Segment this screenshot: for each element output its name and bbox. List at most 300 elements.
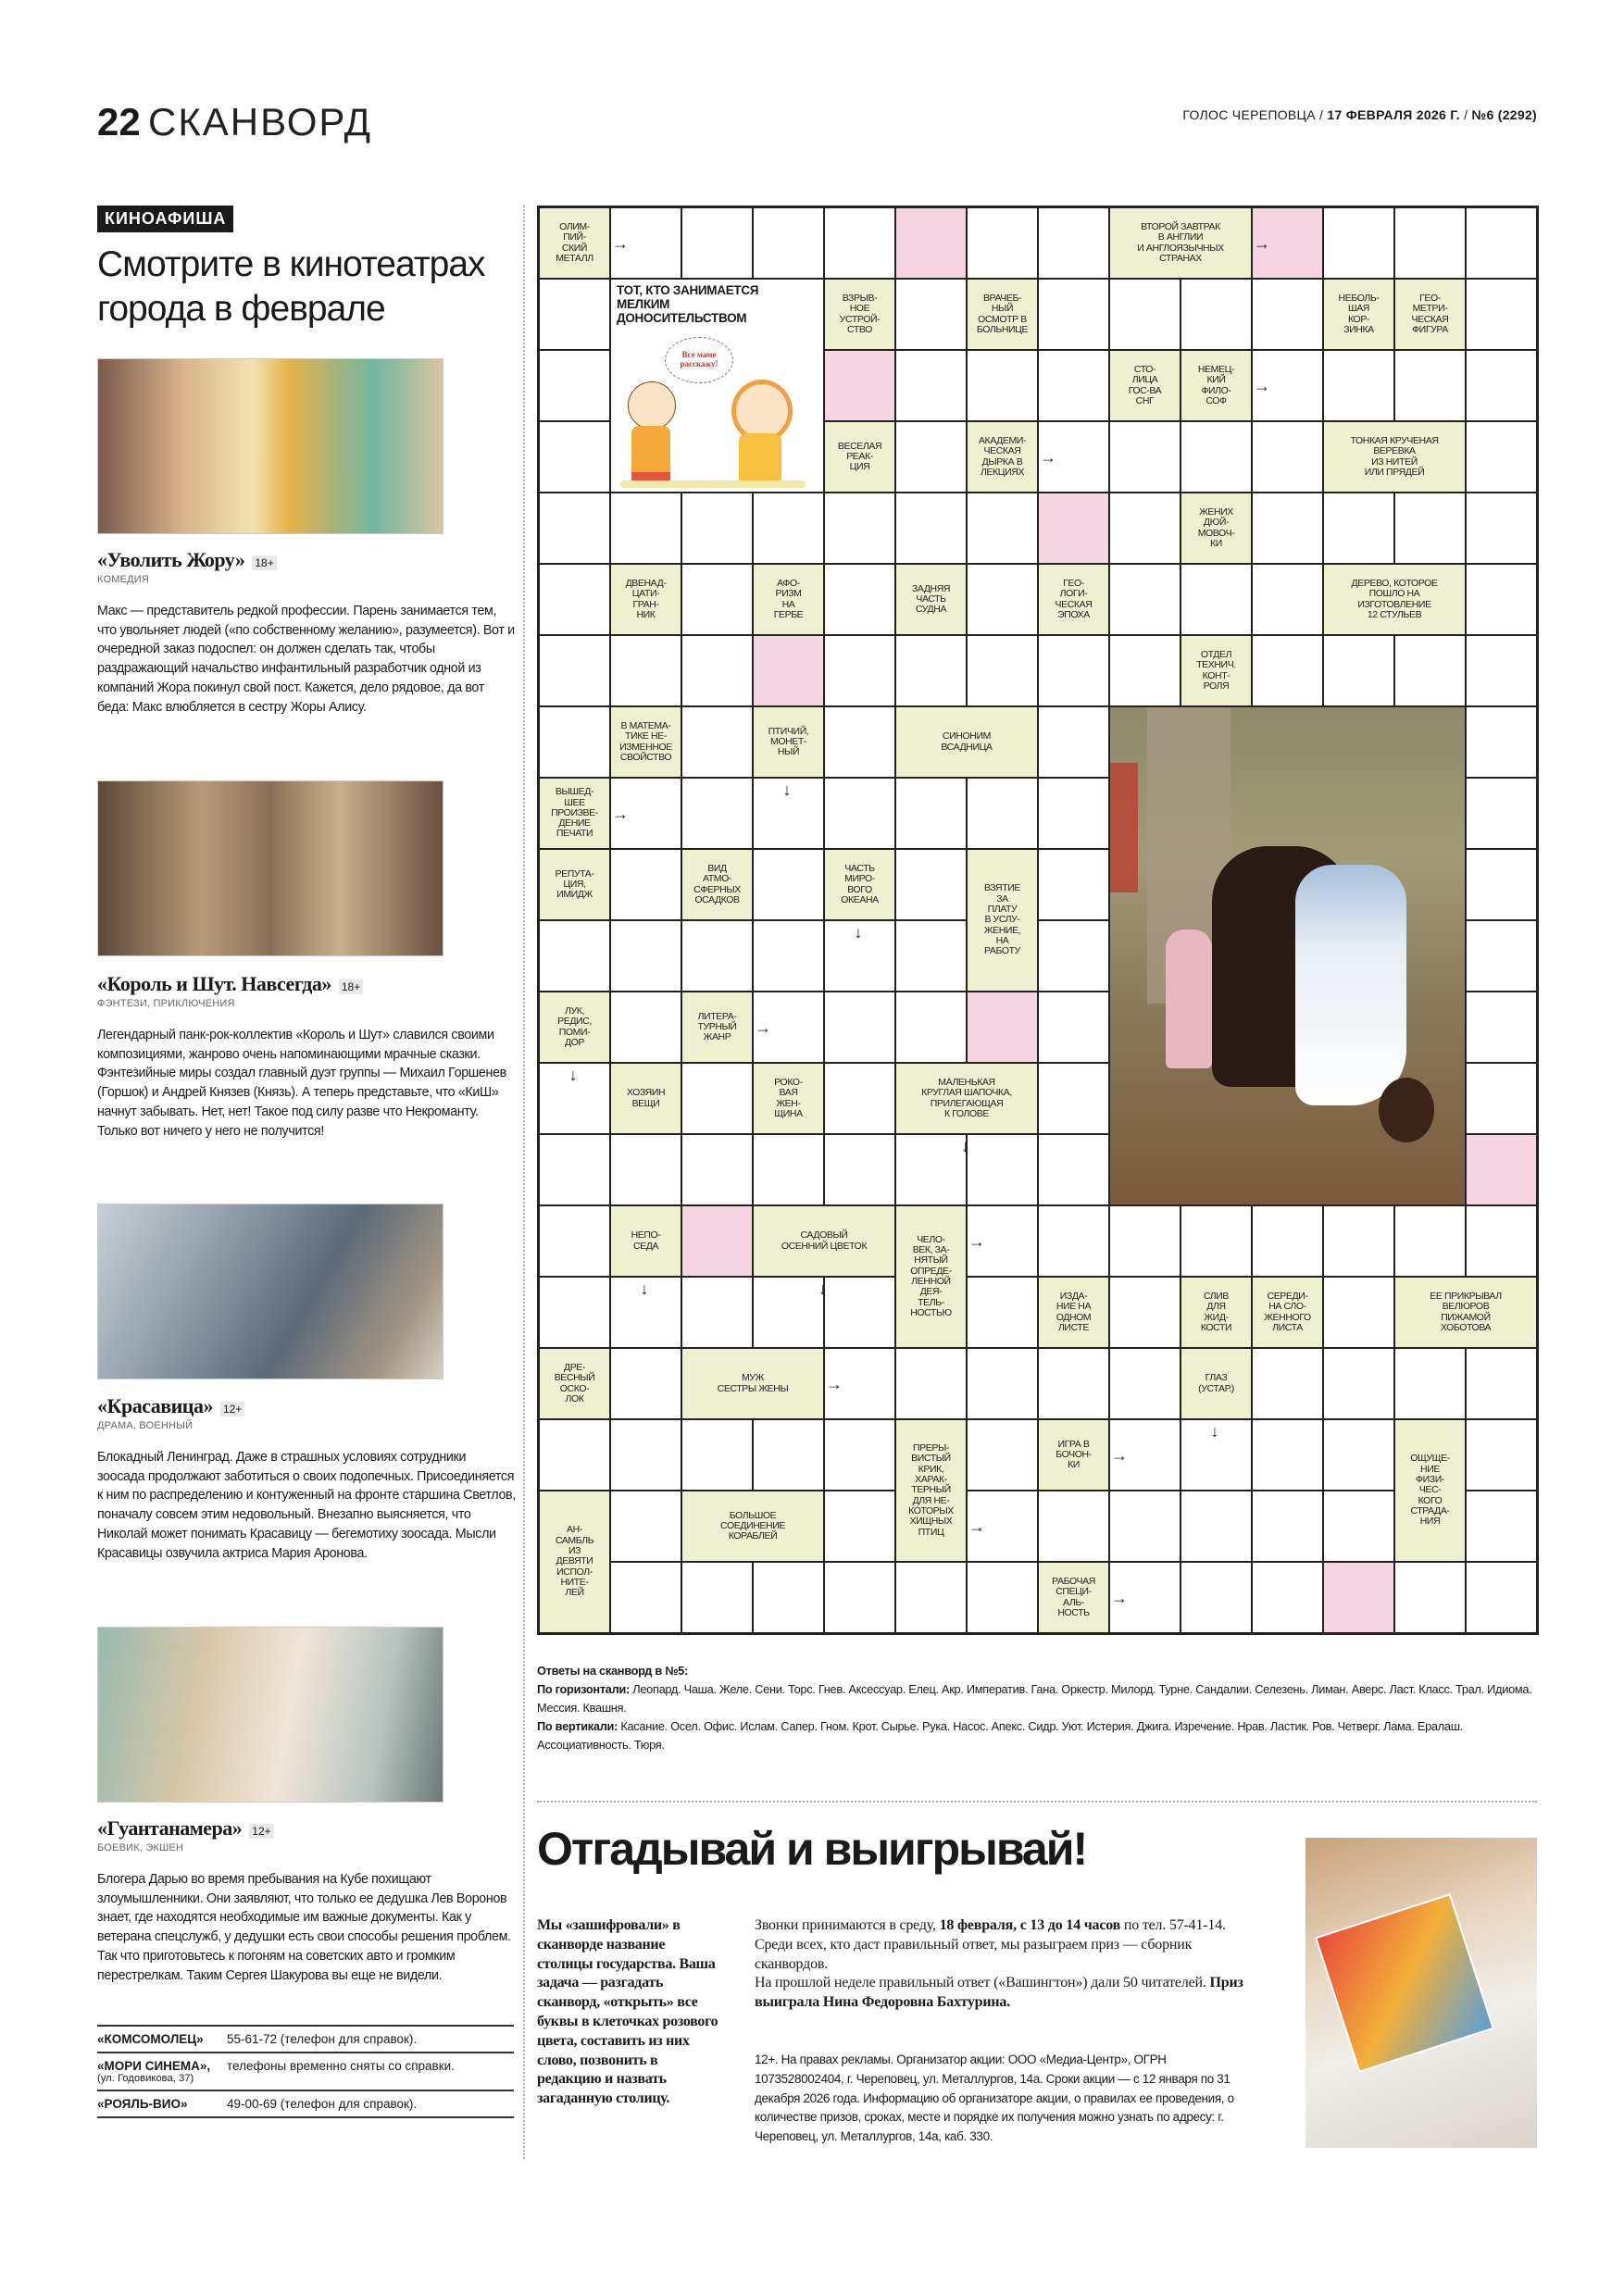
answer-cell [895,1562,967,1633]
arrow-down-icon: ↓ [568,1066,578,1084]
answer-cell [539,493,610,564]
answer-cell [1038,1063,1109,1134]
answer-cell [895,778,967,849]
clue-cell: АФО- РИЗМ НА ГЕРБЕ [753,564,824,635]
answer-cell [753,849,824,920]
painting-curtain [1110,763,1138,892]
answer-cell [610,493,681,564]
answer-cell [824,1419,895,1491]
answer-cell [1466,1562,1537,1633]
secret-letter-cell [824,350,895,421]
answer-cell [681,1134,753,1205]
masthead: ГОЛОС ЧЕРЕПОВЦА / 17 ФЕВРАЛЯ 2026 Г. / №6 (2292) [1182,107,1537,122]
answer-cell [824,207,895,279]
movie-item [97,1394,516,1563]
answer-cell [1323,493,1394,564]
answer-cell [895,992,967,1063]
answer-cell [753,1277,824,1348]
answer-cell [681,920,753,992]
answers-title: Ответы на сканворд в №5: [537,1664,688,1678]
arrow-right-icon: → [1254,376,1270,395]
answer-cell [1109,1491,1181,1562]
answer-cell [824,564,895,635]
answer-cell [681,635,753,706]
answer-cell [824,493,895,564]
movie-description: Легендарный панк-рок-коллектив «Король и Шут» славился своими композициями, жанрово очень напоминающими мрачные сказки. Фэнтезийные миры создал главный дуэт группы — Михаил Горшенев (Горшок) и Андрей Князев (Князь). А теперь представьте, что «КиШ» начнут забывать. Нет, нет! Такое под силу разве что Некроманту. Только вот ничего у него не получится! [97,1028,506,1139]
answer-cell [539,1419,610,1491]
answer-cell [967,1419,1038,1491]
clue-cell: ЛУК, РЕДИС, ПОМИ- ДОР [539,992,610,1063]
answer-cell [967,207,1038,279]
speech-bubble-text: Все маме расскажу! [680,350,718,368]
cinema-name: «РОЯЛЬ-ВИО» [97,2097,188,2111]
answer-cell [539,564,610,635]
calls-date: 18 февраля, с 13 до 14 часов [939,1917,1121,1933]
answer-cell [681,493,753,564]
movie-title: «Уволить Жору» [97,548,245,571]
answer-cell [1466,849,1537,920]
answer-cell [753,1562,824,1633]
clue-cell: ИГРА В БОЧОН- КИ [1038,1419,1109,1491]
answer-cell [1394,493,1466,564]
arrow-down-icon: ↓ [1210,1422,1219,1441]
answer-cell [1466,207,1537,279]
answer-cell [1038,350,1109,421]
secret-letter-cell [895,207,967,279]
painting-girl [1166,930,1212,1068]
answer-cell [1252,635,1323,706]
answer-cell [1038,706,1109,778]
answer-cell [1181,279,1252,350]
cinema-info: 49-00-69 (телефон для справок). [227,2097,418,2111]
grass [620,480,806,488]
clue-cell: РЕПУТА- ЦИЯ, ИМИДЖ [539,849,610,920]
contest-intro: Мы «зашифровали» в сканворде название столицы государства. Ваша задача — разгадать сканворд, «открыть» все буквы в клеточках розового цвета, составить из них слово, позвонить в редакцию и назвать загаданную столицу. [537,1917,718,2107]
answer-cell [1109,421,1181,493]
clue-cell: ЖЕНИХ ДЮЙ- МОВОЧ- КИ [1181,493,1252,564]
answer-cell [895,279,967,350]
clue-cell: СЕРЕДИ- НА СЛО- ЖЕННОГО ЛИСТА [1252,1277,1323,1348]
answer-cell [539,1134,610,1205]
clue-cell: НЕПО- СЕДА [610,1205,681,1277]
cinema-list [97,2025,514,2118]
answer-cell [1109,1348,1181,1419]
cartoon-clue-text: ТОТ, КТО ЗАНИМАЕТСЯ МЕЛКИМ ДОНОСИТЕЛЬСТВОМ [617,283,759,325]
issue-date: 17 ФЕВРАЛЯ 2026 Г. [1327,107,1460,122]
answer-cell [1466,493,1537,564]
answer-cell [1394,1205,1466,1277]
painting-dog [1379,1078,1434,1142]
clue-cell: СИНОНИМ ВСАДНИЦА [895,706,1038,778]
answer-cell [539,706,610,778]
answer-cell [824,1491,895,1562]
answer-cell [1038,279,1109,350]
contest-details [755,1916,1255,2013]
answer-cell [1394,350,1466,421]
answer-cell [1394,1348,1466,1419]
cinema-info: 55-61-72 (телефон для справок). [227,2032,418,2046]
answer-cell [1038,1205,1109,1277]
answer-cell [1038,849,1109,920]
answer-cell [1323,207,1394,279]
age-rating: 18+ [339,980,363,994]
clue-cell: ОЩУЩЕ- НИЕ ФИЗИ- ЧЕС- КОГО СТРАДА- НИЯ [1394,1419,1466,1562]
cinema-info: телефоны временно сняты со справки. [227,2059,455,2073]
clue-cell: ОЛИМ- ПИЙ- СКИЙ МЕТАЛЛ [539,207,610,279]
movie-title: «Гуантанамера» [97,1816,243,1840]
answer-cell [1466,778,1537,849]
answer-cell [895,1134,967,1205]
answer-cell [681,1562,753,1633]
answer-cell [1323,350,1394,421]
arrow-right-icon: → [1040,447,1056,467]
cinema-row [97,2027,514,2053]
clue-cell: ДВЕНАД- ЦАТИ- ГРАН- НИК [610,564,681,635]
contest-legal: 12+. На правах рекламы. Организатор акции: ООО «Медиа-Центр», ОГРН 1073528002404, г. Череповец, ул. Металлургов, 14а. Сроки акции — с 12 января по 31 декабря 2026 года. Информацию об организаторе акции, о правилах ее проведения, о количестве призов, сроках, месте и порядке их получения можно узнать по адресу: г. Череповец, ул. Металлургов, 14а, каб. 330. [755,2053,1234,2144]
answers-vertical-label: По вертикали: [537,1719,618,1733]
answer-cell [1466,920,1537,992]
clue-cell: НЕМЕЦ- КИЙ ФИЛО- СОФ [1181,350,1252,421]
answer-cell [824,635,895,706]
answer-cell [610,1348,681,1419]
movie-description: Макс — представитель редкой профессии. Парень занимается тем, что увольняет людей («по собственному желанию», разумеется). Вот и очередной заказ подоспел: он должен сделать так, чтобы раздражающий начальство инфантильный разработчик одной из компаний Жора покинул свой пост. Кажется, дело рядовое, да вот беда: Макс влюбляется в сестру Жоры Алису. [97,604,515,715]
answer-cell [1466,1063,1537,1134]
clue-cell: ВЗРЫВ- НОЕ УСТРОЙ- СТВО [824,279,895,350]
answer-cell [539,1205,610,1277]
arrow-down-icon: ↓ [640,1279,649,1298]
cinema-name: «КОМСОМОЛЕЦ» [97,2032,204,2046]
calls-text: Звонки принимаются в среду, [755,1917,936,1933]
answer-cell [967,778,1038,849]
clue-cell: ОТДЕЛ ТЕХНИЧ. КОНТ- РОЛЯ [1181,635,1252,706]
clue-cell: ВИД АТМО- СФЕРНЫХ ОСАДКОВ [681,849,753,920]
answer-cell [1323,1348,1394,1419]
answer-cell [1252,1562,1323,1633]
clue-cell: РАБОЧАЯ СПЕЦИ- АЛЬ- НОСТЬ [1038,1562,1109,1633]
cinema-name: «МОРИ СИНЕМА», [97,2059,211,2073]
answers-vertical: Касание. Осел. Офис. Ислам. Сапер. Гном. Крот. Сырье. Рука. Насос. Апекс. Сидр. Уют. Истерия. Джига. Изречение. Нрав. Ластик. Ров. Четверг. Лама. Ералаш. Ассоциативность. Тюря. [537,1719,1463,1752]
issue-number: №6 (2292) [1471,107,1537,122]
answer-cell [1323,1277,1394,1348]
answer-cell [1109,1205,1181,1277]
secret-letter-cell [967,992,1038,1063]
girl-right-dress [739,433,781,483]
answer-cell [1181,564,1252,635]
answer-cell [967,1348,1038,1419]
answer-cell [753,920,824,992]
answer-cell [681,1419,753,1491]
rubric-tag: КИНОАФИША [97,206,233,232]
answer-cell [1038,1491,1109,1562]
afisha-headline: Смотрите в кинотеатрах города в феврале [97,244,485,329]
answer-cell [1252,1419,1323,1491]
answer-cell [610,1134,681,1205]
secret-letter-cell [1323,1562,1394,1633]
clue-cell: ГЛАЗ (УСТАР.) [1181,1348,1252,1419]
clue-cell: ЗАДНЯЯ ЧАСТЬ СУДНА [895,564,967,635]
movie-photo-2 [97,780,443,956]
prize-photo [1305,1838,1537,2148]
movie-title: «Король и Шут. Навсегда» [97,972,331,995]
answer-cell [1181,1205,1252,1277]
answer-cell [967,564,1038,635]
speech-bubble [665,337,733,383]
answer-cell [1109,493,1181,564]
arrow-right-icon: → [968,1516,985,1536]
answer-cell [1181,1562,1252,1633]
section-title: СКАНВОРД [148,100,373,144]
arrow-right-icon: → [968,1231,985,1251]
answer-cell [1038,992,1109,1063]
page-number: 22 [97,100,141,144]
answer-cell [1466,1348,1537,1419]
clue-cell: ЛИТЕРА- ТУРНЫЙ ЖАНР [681,992,753,1063]
answer-cell [824,1277,895,1348]
clue-cell: ВТОРОЙ ЗАВТРАК В АНГЛИИ И АНГЛОЯЗЫЧНЫХ СТРАНАХ [1109,207,1252,279]
movie-description: Блокадный Ленинград. Даже в страшных условиях сотрудники зоосада продолжают заботиться о своих подопечных. Присоединяется к ним по распределению и контуженный на фронте старшина Светлов, поначалу совсем этим недовольный. Внезапно выясняется, что Николай может понимать Красавицу — бегемотиху зоосада. Мысли Красавицы озвучила актриса Мария Аронова. [97,1450,516,1561]
answer-cell [539,920,610,992]
answer-cell [1466,706,1537,778]
clue-cell: ВЗЯТИЕ ЗА ПЛАТУ В УСЛУ- ЖЕНИЕ, НА РАБОТУ [967,849,1038,992]
answer-cell [1323,1419,1394,1491]
answer-cell [753,1134,824,1205]
answer-cell [610,849,681,920]
movie-genre: КОМЕДИЯ [97,574,150,585]
answer-cell [824,1562,895,1633]
column-divider [523,206,525,2159]
answer-cell [1394,635,1466,706]
answer-cell [1394,1562,1466,1633]
answer-cell [1038,778,1109,849]
cinema-address: (ул. Годовикова, 37) [97,2073,194,2084]
arrow-down-icon: ↓ [782,780,792,799]
answer-cell [610,992,681,1063]
movie-photo-3 [97,1204,443,1379]
answer-cell [1109,635,1181,706]
answer-cell [753,493,824,564]
answer-cell [824,1134,895,1205]
answer-cell [681,1063,753,1134]
answer-cell [539,350,610,421]
answer-cell [1466,992,1537,1063]
arrow-down-icon: ↓ [961,1137,969,1155]
answer-cell [824,1063,895,1134]
answer-cell [1038,635,1109,706]
answer-cell [1466,350,1537,421]
clue-cell: ЕЕ ПРИКРЫВАЛ ВЕЛЮРОВ ПИЖАМОЙ ХОБОТОВА [1394,1277,1537,1348]
answer-cell [1252,1348,1323,1419]
movie-genre: ФЭНТЕЗИ, ПРИКЛЮЧЕНИЯ [97,998,235,1009]
secret-letter-cell [1466,1134,1537,1205]
contest-title: Отгадывай и выигрывай! [537,1823,1087,1875]
clue-cell: ИЗДА- НИЕ НА ОДНОМ ЛИСТЕ [1038,1277,1109,1348]
clue-cell: НЕБОЛЬ- ШАЯ КОР- ЗИНКА [1323,279,1394,350]
arrow-right-icon: → [612,804,629,823]
movie-title: «Красавица» [97,1394,213,1417]
answer-cell [1109,564,1181,635]
answer-cell [539,1277,610,1348]
scanword-magazine-stack [1315,1893,1494,2073]
answer-cell [1181,421,1252,493]
clue-cell: ВРАЧЕБ- НЫЙ ОСМОТР В БОЛЬНИЦЕ [967,279,1038,350]
clue-cell: ТОНКАЯ КРУЧЕНАЯ ВЕРЕВКА ИЗ НИТЕЙ ИЛИ ПРЯДЕЙ [1323,421,1466,493]
answer-cell [967,350,1038,421]
answer-cell [895,493,967,564]
movie-photo-4 [97,1627,443,1803]
movie-genre: БОЕВИК, ЭКШЕН [97,1842,184,1853]
answer-cell [967,635,1038,706]
answer-cell [1466,635,1537,706]
arrow-right-icon: → [1254,233,1270,253]
clue-cell: БОЛЬШОЕ СОЕДИНЕНИЕ КОРАБЛЕЙ [681,1491,824,1562]
answer-cell [681,1277,753,1348]
answer-cell [967,1562,1038,1633]
clue-cell: В МАТЕМА- ТИКЕ НЕ- ИЗМЕННОЕ СВОЙСТВО [610,706,681,778]
clue-cell: СТО- ЛИЦА ГОС-ВА СНГ [1109,350,1181,421]
cinema-row [97,2091,514,2118]
answer-cell [895,350,967,421]
answer-cell [681,778,753,849]
answers-horizontal: Леопард. Чаша. Желе. Сени. Торс. Гнев. Аксессуар. Елец. Акр. Императив. Гана. Оркестр. Милорд. Турне. Сандалии. Селезень. Лиман. Аверс. Ласт. Класс. Трал. Идиома. Мессия. Квашня. [537,1682,1532,1715]
clue-cell: ВЕСЕЛАЯ РЕАК- ЦИЯ [824,421,895,493]
clue-cell: ВЫШЕД- ШЕЕ ПРОИЗВЕ- ДЕНИЕ ПЕЧАТИ [539,778,610,849]
secret-letter-cell [1038,493,1109,564]
secret-letter-cell [753,635,824,706]
answer-cell [1252,279,1323,350]
scanword-grid [537,206,1539,1635]
answer-cell [681,564,753,635]
answer-cell [1466,1205,1537,1277]
answer-cell [967,1277,1038,1348]
clue-cell: АКАДЕМИ- ЧЕСКАЯ ДЫРКА В ЛЕКЦИЯХ [967,421,1038,493]
arrow-right-icon: → [755,1017,771,1037]
answer-cell [753,207,824,279]
answer-cell [1252,493,1323,564]
answers-horizontal-label: По горизонтали: [537,1682,630,1696]
answer-cell [967,493,1038,564]
answer-cell [610,920,681,992]
answer-cell [1252,421,1323,493]
answer-cell [753,1419,824,1491]
age-rating: 18+ [252,555,276,570]
answer-cell [1466,421,1537,493]
movie-photo-1 [97,358,443,534]
arrow-down-icon: ↓ [854,923,863,942]
arrow-right-icon: → [612,233,629,253]
girl-left-dress [631,426,670,483]
answer-cell [1252,1491,1323,1562]
painting-rider-dress [1295,865,1406,1105]
arrow-right-icon: → [826,1374,843,1393]
clue-cell: МАЛЕНЬКАЯ КРУГЛАЯ ШАПОЧКА, ПРИЛЕГАЮЩАЯ К ГОЛОВЕ [895,1063,1038,1134]
clue-cell: РОКО- ВАЯ ЖЕН- ЩИНА [753,1063,824,1134]
answer-cell [681,706,753,778]
answer-cell [1109,279,1181,350]
clue-cell: ГЕО- МЕТРИ- ЧЕСКАЯ ФИГУРА [1394,279,1466,350]
answer-cell [610,1562,681,1633]
answer-cell [1323,1205,1394,1277]
answer-cell [1323,635,1394,706]
clue-cell: ПТИЧИЙ, МОНЕТ- НЫЙ [753,706,824,778]
clue-cell: ГЕО- ЛОГИ- ЧЕСКАЯ ЭПОХА [1038,564,1109,635]
clue-cell: ДЕРЕВО, КОТОРОЕ ПОШЛО НА ИЗГОТОВЛЕНИЕ 12 СТУЛЬЕВ [1323,564,1466,635]
answer-cell [539,635,610,706]
winner-text: Приз выиграла Нина Федоровна Бахтурина. [755,1975,1243,2011]
clue-cell: САДОВЫЙ ОСЕННИЙ ЦВЕТОК [753,1205,895,1277]
arrow-right-icon: → [1111,1445,1128,1465]
answer-cell [895,421,967,493]
last-week-text: На прошлой неделе правильный ответ («Вашингтон») дали 50 читателей. [755,1975,1206,1991]
movie-item [97,1816,516,1985]
answer-cell [1466,564,1537,635]
age-rating: 12+ [249,1824,273,1839]
arrow-right-icon: → [1111,1588,1128,1607]
answer-cell [1466,1419,1537,1491]
cinema-row [97,2053,514,2091]
movie-item [97,972,516,1141]
answer-cell [539,421,610,493]
girl-left-illustration [628,381,676,430]
answer-cell [1109,1277,1181,1348]
answer-cell [895,1348,967,1419]
answer-cell [824,706,895,778]
answer-cell [895,849,967,920]
answer-cell [610,635,681,706]
answer-cell [1038,920,1109,992]
secret-letter-cell [681,1205,753,1277]
clue-cell: МУЖ СЕСТРЫ ЖЕНЫ [681,1348,824,1419]
answer-cell [610,1491,681,1562]
arrow-down-icon: ↓ [818,1279,827,1298]
previous-answers [537,1662,1537,1754]
answer-cell [1252,1205,1323,1277]
answer-cell [1466,279,1537,350]
answer-cell [1466,1491,1537,1562]
answer-cell [967,1134,1038,1205]
answer-cell [895,635,967,706]
answer-cell [610,1419,681,1491]
answer-cell [681,207,753,279]
calls-phone-text: по тел. 57-41-14. Среди всех, кто даст правильный ответ, мы разыграем приз — сборник сканвордов. [755,1917,1226,1972]
answer-cell [1038,207,1109,279]
answer-cell [824,778,895,849]
answer-cell [539,279,610,350]
clue-cell: ДРЕ- ВЕСНЫЙ ОСКО- ЛОК [539,1348,610,1419]
answer-cell [1181,1491,1252,1562]
clue-cell: АН- САМБЛЬ ИЗ ДЕВЯТИ ИСПОЛ- НИТЕ- ЛЕЙ [539,1491,610,1633]
clue-cell: СЛИВ ДЛЯ ЖИД- КОСТИ [1181,1277,1252,1348]
answer-cell [1038,1134,1109,1205]
clue-cell: ПРЕРЫ- ВИСТЫЙ КРИК, ХАРАК- ТЕРНЫЙ ДЛЯ НЕ- КОТОРЫХ ХИЩНЫХ ПТИЦ [895,1419,967,1562]
clue-cell: ЧАСТЬ МИРО- ВОГО ОКЕАНА [824,849,895,920]
section-divider [537,1801,1537,1803]
movie-description: Блогера Дарью во время пребывания на Кубе похищают злоумышленники. Они заявляют, что только ее дедушка Лев Воронов знает, где находятся необходимые им важные документы. Как у ветерана спецслужб, у дедушки есть свои способы решения проблем. Так что приготовьтесь к погоням на советских авто и громким перестрелкам. Таким Сергея Шакурова вы еще не видели. [97,1872,511,1983]
answer-cell [1394,207,1466,279]
painting-horsewoman [1109,706,1466,1205]
answer-cell [1252,564,1323,635]
newspaper-name: ГОЛОС ЧЕРЕПОВЦА [1182,107,1316,122]
answer-cell [824,992,895,1063]
age-rating: 12+ [220,1402,244,1416]
answer-cell [1038,1348,1109,1419]
clue-cell: ХОЗЯИН ВЕЩИ [610,1063,681,1134]
clue-cell: ЧЕЛО- ВЕК, ЗА- НЯТЫЙ ОПРЕДЕ- ЛЕННОЙ ДЕЯ- ТЕЛЬ- НОСТЬЮ [895,1205,967,1348]
cartoon-clue [610,279,824,493]
movie-genre: ДРАМА, ВОЕННЫЙ [97,1420,194,1431]
movie-item [97,548,516,717]
answer-cell [1323,1491,1394,1562]
answer-cell [895,920,967,992]
